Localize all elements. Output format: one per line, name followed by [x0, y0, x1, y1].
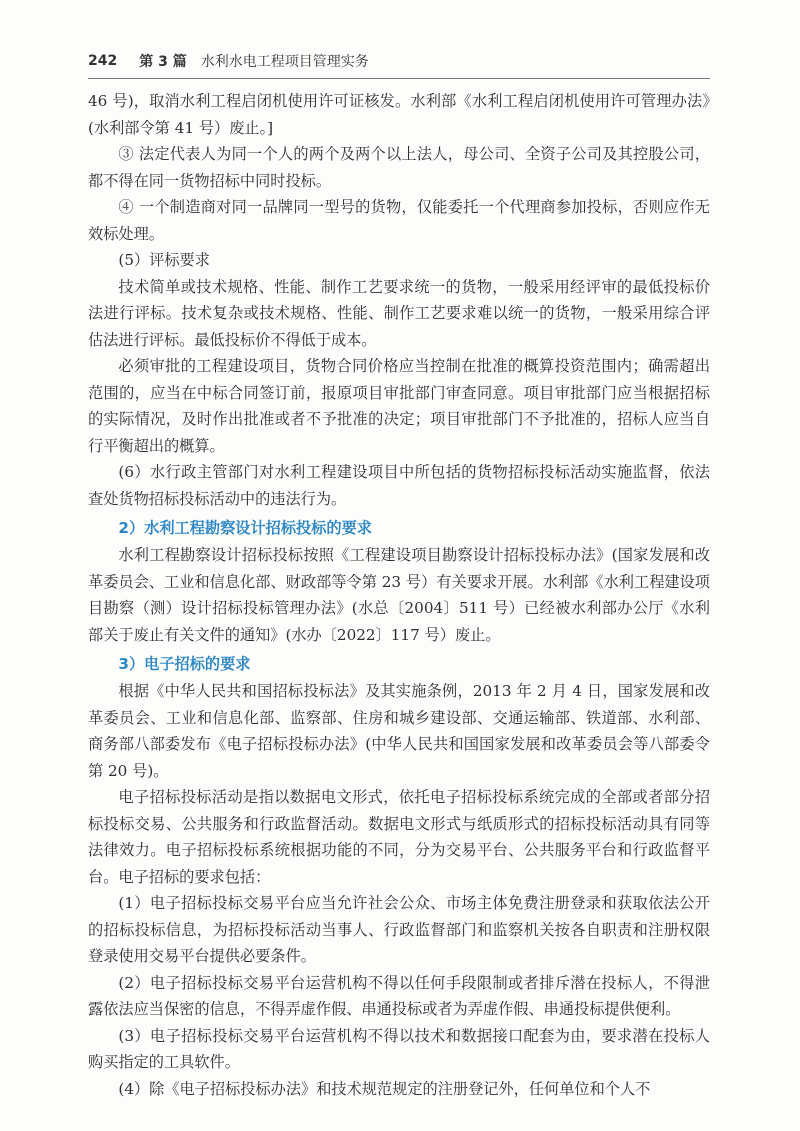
paragraph-requirement-4: (4）除《电子招标投标办法》和技术规范规定的注册登记外，任何单位和个人不 [118, 1079, 651, 1098]
paragraph-requirement-2: (2）电子招标投标交易平台运营机构不得以任何手段限制或者排斥潜在投标人，不得泄露依法应当保密的信息，不得弄虚作假、串通投标或者为弄虚作假、串通投标提供便利。 [88, 973, 710, 1018]
paragraph-survey-design: 水利工程勘察设计招标投标按照《工程建设项目勘察设计招标投标办法》(国家发展和改革委员会、工业和信息化部、财政部等令第 23 号）有关要求开展。水利部《水利工程建设项目勘察（测）设计招标投标管理办法》(水总〔2004〕511 号）已经被水利部办公厅《水利部关于废止有关文件的通知》(水办〔2022〕117 号）废止。 [88, 546, 710, 644]
paragraph-requirement-1: (1）电子招标投标交易平台应当允许社会公众、市场主体免费注册登录和获取依法公开的招标投标信息，为招标投标活动当事人、行政监督部门和监察机关按各自职责和注册权限登录使用交易平台提供必要条件。 [88, 894, 710, 965]
header-divider [88, 78, 710, 79]
paragraph-item-3: ③ 法定代表人为同一个人的两个及两个以上法人，母公司、全资子公司及其控股公司，都不得在同一货物招标中同时投标。 [88, 145, 710, 190]
paragraph-continued: 46 号)，取消水利工程启闭机使用许可证核发。水利部《水利工程启闭机使用许可管理办法》(水利部令第 41 号）废止。] [88, 92, 710, 137]
paragraph-contract-price: 必须审批的工程建设项目，货物合同价格应当控制在批准的概算投资范围内；确需超出范围的，应当在中标合同签订前，报原项目审批部门审查同意。项目审批部门应当根据招标的实际情况，及时作出批准或者不予批准的决定；项目审批部门不予批准的，招标人应当自行平衡超出的概算。 [88, 357, 710, 455]
running-header [88, 48, 708, 74]
paragraph-item-4: ④ 一个制造商对同一品牌同一型号的货物，仅能委托一个代理商参加投标，否则应作无效标处理。 [88, 198, 710, 243]
section-heading-survey-design: 2）水利工程勘察设计招标投标的要求 [118, 519, 372, 537]
section-heading-e-tendering: 3）电子招标的要求 [118, 655, 251, 673]
book-section-title: 水利水电工程项目管理实务 [200, 54, 369, 70]
paragraph-supervision: (6）水行政主管部门对水利工程建设项目中所包括的货物招标投标活动实施监督，依法查处货物招标投标活动中的违法行为。 [88, 463, 710, 508]
paragraph-requirement-3: (3）电子招标投标交易平台运营机构不得以技术和数据接口配套为由，要求潜在投标人购买指定的工具软件。 [88, 1026, 710, 1071]
paragraph-e-tendering-law: 根据《中华人民共和国招标投标法》及其实施条例，2013 年 2 月 4 日，国家发展和改革委员会、工业和信息化部、监察部、住房和城乡建设部、交通运输部、铁道部、水利部、商务部八部委发布《电子招标投标办法》(中华人民共和国国家发展和改革委员会等八部委令第 20 号)。 [88, 682, 710, 780]
paragraph-e-tendering-definition: 电子招标投标活动是指以数据电文形式，依托电子招标投标系统完成的全部或者部分招标投标交易、公共服务和行政监督活动。数据电文形式与纸质形式的招标投标活动具有同等法律效力。电子招标投标系统根据功能的不同，分为交易平台、公共服务平台和行政监督平台。电子招标的要求包括： [88, 788, 710, 886]
page-body [88, 88, 710, 1102]
page-number: 242 [88, 53, 118, 69]
subheading-evaluation: (5）评标要求 [118, 251, 210, 269]
paragraph-evaluation-methods: 技术简单或技术规格、性能、制作工艺要求统一的货物，一般采用经评审的最低投标价法进行评标。技术复杂或技术规格、性能、制作工艺要求难以统一的货物，一般采用综合评估法进行评标。最低投标价不得低于成本。 [88, 277, 710, 349]
part-label: 第 3 篇 [139, 54, 187, 70]
